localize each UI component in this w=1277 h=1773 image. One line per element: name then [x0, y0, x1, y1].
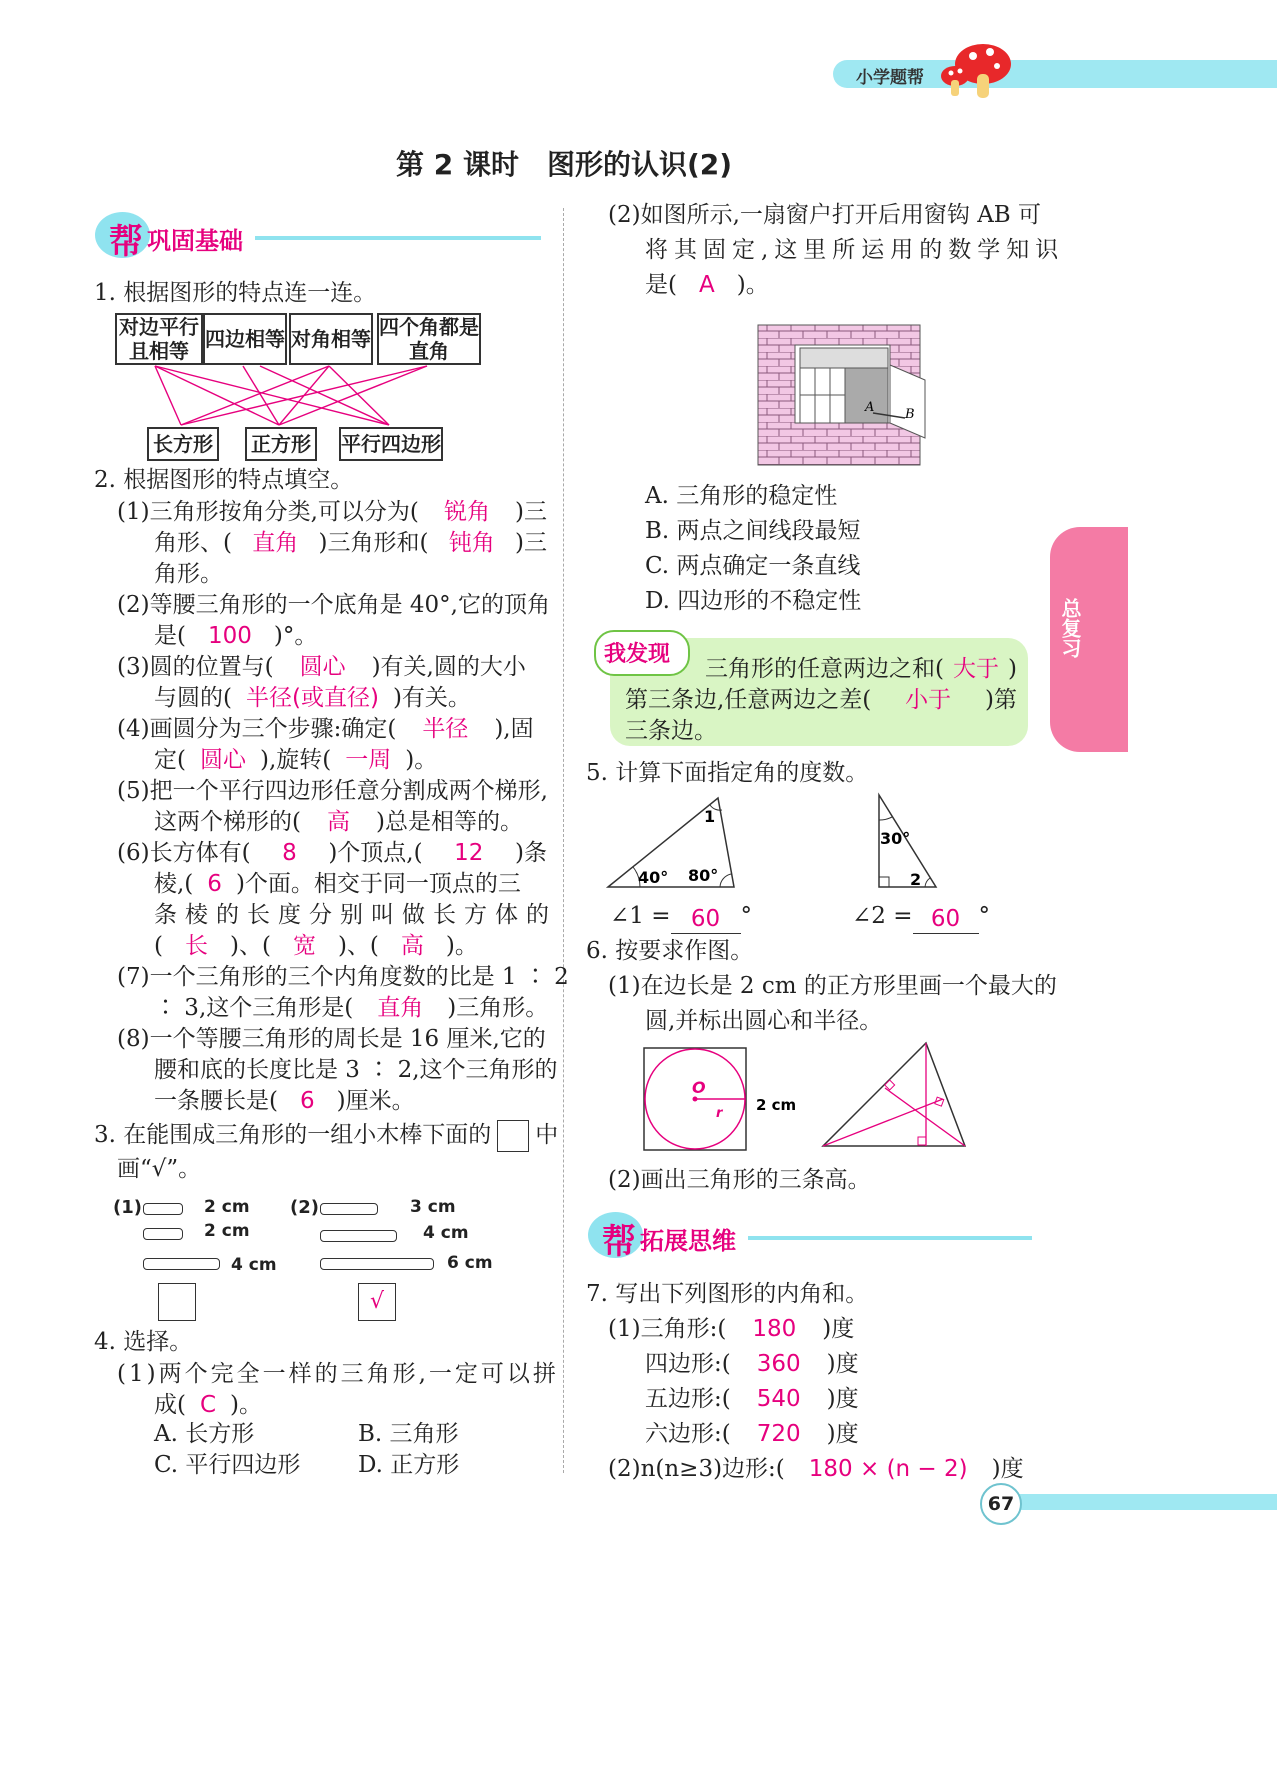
q7-row-4-answer: 720 — [756, 1421, 801, 1447]
q4-p2-text-d: )。 — [736, 272, 769, 298]
q4-p1-text-c: )。 — [230, 1392, 263, 1418]
window-label-a: A — [865, 400, 875, 415]
discovery-badge-label: 我发现 — [604, 642, 671, 667]
q2-p1-answer-2: 直角 — [252, 530, 299, 556]
q2-p6-line3: 条棱的长度分别叫做长方体的 — [154, 902, 557, 928]
q3-stem-text-b: 中 — [535, 1122, 559, 1148]
q3-g2-stick-3 — [320, 1258, 434, 1270]
q6-stem: 6. 按要求作图。 — [586, 938, 754, 964]
q4-p1-option-c: C. 平行四边形 — [154, 1452, 301, 1478]
q6-side-label: 2 cm — [756, 1096, 797, 1114]
q7-row-1-label: (1)三角形:( — [608, 1316, 727, 1342]
q2-p2-text-b: 是( — [154, 623, 186, 649]
column-divider — [563, 208, 564, 1473]
q2-p6-text-c: )条 — [515, 840, 547, 866]
q5-answer-2-label: ∠2 = — [852, 903, 913, 929]
q3-g1-stick-1 — [143, 1203, 183, 1215]
q4-p2-answer: A — [698, 272, 715, 298]
q2-p8-line2: 腰和底的长度比是 3 ∶ 2,这个三角形的 — [154, 1057, 558, 1083]
q3-g2-stick-2 — [320, 1230, 397, 1242]
footer-bar — [1000, 1494, 1277, 1510]
discovery-answer-1: 大于 — [953, 656, 999, 682]
q5-answer-1-label: ∠1 = — [610, 903, 671, 929]
q2-p6-text-e: )个面。相交于同一顶点的三 — [235, 871, 521, 897]
section-title-basic: 巩固基础 — [147, 227, 243, 255]
section-badge: 帮 — [109, 222, 143, 262]
q6-p1-line2: 圆,并标出圆心和半径。 — [645, 1008, 883, 1034]
q6-center-label: O — [692, 1078, 706, 1097]
q2-p4-text-e: )。 — [405, 747, 438, 773]
q2-p8-text-c: 一条腰长是( — [154, 1088, 278, 1114]
q2-p1-line3: 角形。 — [154, 561, 223, 587]
q3-g1-stick-3 — [143, 1258, 220, 1270]
page-title: 第 2 课时 图形的认识(2) — [395, 148, 733, 181]
q2-p6-text-i: )、( — [337, 933, 379, 959]
q3-g2-stick-3-label: 6 cm — [447, 1253, 493, 1273]
q7-p2-answer: 180 × (n − 2) — [808, 1456, 968, 1482]
q3-stem-line2: 画“√”。 — [117, 1156, 202, 1182]
q2-p5-line2 — [154, 805, 523, 840]
window-label-b: B — [905, 407, 915, 422]
q2-p6-text-a: (6)长方体有( — [117, 840, 251, 866]
q1-stem: 1. 根据图形的特点连一连。 — [94, 280, 377, 306]
q4-p1-option-a: A. 长方形 — [154, 1421, 255, 1447]
q3-g2-stick-1-label: 3 cm — [410, 1197, 456, 1217]
q3-g1-stick-3-label: 4 cm — [231, 1255, 277, 1275]
q4-p2-option-b: B. 两点之间线段最短 — [645, 518, 861, 544]
q6-p2: (2)画出三角形的三条高。 — [608, 1167, 871, 1193]
discovery-line3: 三条边。 — [625, 718, 717, 744]
q5-answer-2-unit: ° — [978, 903, 990, 929]
q2-p2-answer: 100 — [207, 623, 252, 649]
discovery-text-b: ) — [1008, 656, 1017, 682]
q7-stem: 7. 写出下列图形的内角和。 — [586, 1281, 869, 1307]
q2-p5-text-b: 这两个梯形的( — [154, 809, 301, 835]
q7-p2-label: (2)n(n≥3)边形:( — [608, 1456, 785, 1482]
q1-connection-lines — [0, 0, 560, 470]
q2-p4-answer-2: 圆心 — [199, 747, 246, 773]
section-banner-extend — [588, 1210, 1038, 1260]
discovery-text-a: 三角形的任意两边之和( — [705, 656, 944, 682]
q4-p2-option-c: C. 两点确定一条直线 — [645, 553, 861, 579]
q2-p3-text-c: 与圆的( — [154, 685, 232, 711]
q7-row-3-answer: 540 — [756, 1386, 801, 1412]
q2-p3-answer-2: 半径(或直径) — [245, 685, 379, 711]
q7-row-3 — [645, 1382, 859, 1417]
q5-t1-angle-b: 80° — [688, 866, 719, 885]
mushroom-icon — [935, 40, 1015, 100]
q2-p1-text-c: 角形、( — [154, 530, 232, 556]
q2-p3-answer-1: 圆心 — [299, 654, 346, 680]
q2-p1-text-d: )三角形和( — [318, 530, 429, 556]
discovery-text-c: 第三条边,任意两边之差( — [625, 687, 872, 713]
q1-box-top-3: 对角相等 — [289, 313, 373, 365]
q2-p8-text-d: )厘米。 — [336, 1088, 415, 1114]
q5-answer-2-row — [852, 899, 990, 934]
q5-answer-1-unit: ° — [740, 903, 752, 929]
q1-box-top-2: 四边相等 — [203, 313, 287, 365]
q2-p1-text-a: (1)三角形按角分类,可以分为( — [117, 499, 419, 525]
q2-p6-answer-3: 6 — [207, 871, 222, 897]
q2-p1-line1 — [117, 495, 547, 530]
q2-p6-answer-5: 宽 — [292, 933, 316, 959]
brand-label: 小学题帮 — [856, 68, 924, 88]
q4-p2-option-a: A. 三角形的稳定性 — [645, 483, 838, 509]
section-badge-2: 帮 — [602, 1222, 636, 1262]
q5-t1-angle-a: 40° — [638, 868, 669, 887]
q2-stem: 2. 根据图形的特点填空。 — [94, 467, 354, 493]
q7-p2-unit: )度 — [991, 1456, 1024, 1482]
q2-p7-line2 — [154, 991, 548, 1026]
q5-t1-angle-1: 1 — [704, 807, 716, 826]
discovery-line2 — [625, 683, 1017, 718]
q4-p2-line2: 将其固定,这里所运用的数学知识 — [645, 237, 1065, 263]
q7-row-2-answer: 360 — [756, 1351, 801, 1377]
q5-triangle-1 — [600, 790, 750, 895]
q2-p6-line2 — [154, 867, 521, 902]
q4-p2-option-d: D. 四边形的不稳定性 — [645, 588, 862, 614]
q7-row-2 — [645, 1347, 859, 1382]
q2-p2-text-c: )°。 — [273, 623, 318, 649]
q2-p1-answer-3: 钝角 — [448, 530, 495, 556]
q4-p2-line1: (2)如图所示,一扇窗户打开后用窗钩 AB 可 — [608, 202, 1042, 228]
q2-p8-line3 — [154, 1084, 415, 1119]
q2-p6-text-b: )个顶点,( — [328, 840, 423, 866]
q4-p2-line3 — [645, 268, 769, 303]
q2-p4-text-b: ),固 — [494, 716, 534, 742]
q4-p1-line1: (1)两个完全一样的三角形,一定可以拼 — [117, 1361, 559, 1387]
q7-p2 — [608, 1452, 1024, 1487]
q6-p1-line1: (1)在边长是 2 cm 的正方形里画一个最大的 — [608, 973, 1057, 999]
q2-p3-text-b: )有关,圆的大小 — [371, 654, 526, 680]
q3-g1-stick-2 — [143, 1228, 183, 1240]
side-tab-label: 总复习 — [1058, 598, 1082, 658]
q5-stem: 5. 计算下面指定角的度数。 — [586, 760, 869, 786]
q1-box-top-4: 四个角都是直角 — [379, 315, 479, 363]
q1-box-top-1: 对边平行且相等 — [115, 313, 203, 365]
q2-p6-text-j: )。 — [445, 933, 478, 959]
q2-p6-answer-2: 12 — [454, 840, 484, 866]
q7-row-4-unit: )度 — [826, 1421, 859, 1447]
q5-t2-angle-2: 2 — [910, 870, 922, 889]
q2-p4-text-d: ),旋转( — [259, 747, 332, 773]
q2-p6-text-g: ( — [154, 933, 163, 959]
q2-p4-text-a: (4)画圆分为三个步骤:确定( — [117, 716, 397, 742]
q2-p7-answer: 直角 — [377, 995, 424, 1021]
discovery-text-d: )第 — [985, 687, 1017, 713]
window-illustration — [755, 310, 935, 470]
q2-p2-line2 — [154, 619, 317, 654]
q2-p7-line1: (7)一个三角形的三个内角度数的比是 1 ∶ 2 — [117, 964, 569, 990]
q1-box-bottom-2: 正方形 — [245, 427, 317, 461]
q2-p4-answer-1: 半径 — [422, 716, 469, 742]
section-title-extend: 拓展思维 — [640, 1227, 736, 1255]
page-number: 67 — [980, 1483, 1022, 1525]
q3-group1-label: (1) — [113, 1197, 142, 1218]
q7-row-1-unit: )度 — [822, 1316, 855, 1342]
q2-p3-text-a: (3)圆的位置与( — [117, 654, 274, 680]
q2-p2-line1: (2)等腰三角形的一个底角是 40°,它的顶角 — [117, 592, 550, 618]
q2-p6-line4 — [154, 929, 478, 964]
q2-p6-answer-1: 8 — [282, 840, 297, 866]
q3-g2-stick-2-label: 4 cm — [423, 1223, 469, 1243]
q3-g2-mark: √ — [369, 1289, 385, 1314]
q2-p1-text-b: )三 — [515, 499, 547, 525]
q5-triangle-2 — [870, 790, 950, 895]
q2-p6-line1 — [117, 836, 547, 871]
q2-p6-text-h: )、( — [229, 933, 271, 959]
q2-p5-line1: (5)把一个平行四边形任意分割成两个梯形, — [117, 778, 548, 804]
q7-row-1-answer: 180 — [752, 1316, 797, 1342]
q2-p1-line2 — [154, 526, 547, 561]
q3-group2-label: (2) — [290, 1197, 319, 1218]
q5-t2-angle-a: 30° — [880, 829, 911, 848]
q2-p8-answer: 6 — [299, 1088, 315, 1114]
discovery-line1 — [705, 652, 1017, 687]
q4-stem: 4. 选择。 — [94, 1329, 193, 1355]
q7-row-4 — [645, 1417, 859, 1452]
discovery-answer-2: 小于 — [905, 687, 952, 713]
q3-g1-checkbox[interactable] — [158, 1283, 196, 1321]
q5-answer-2: 60 — [913, 905, 979, 934]
q1-box-bottom-3: 平行四边形 — [339, 427, 443, 461]
q3-g2-checkbox[interactable] — [358, 1283, 396, 1321]
q2-p4-answer-3: 一周 — [345, 747, 392, 773]
q3-stem-text-a: 3. 在能围成三角形的一组小木棒下面的 — [94, 1122, 492, 1148]
q4-p1-text-b: 成( — [154, 1392, 186, 1418]
q6-triangle-heights — [818, 1038, 973, 1153]
q2-p7-text-b: ∶ 3,这个三角形是( — [154, 995, 354, 1021]
q2-p6-answer-6: 高 — [400, 933, 424, 959]
q2-p6-text-d: 棱,( — [154, 871, 194, 897]
q3-g1-stick-2-label: 2 cm — [204, 1221, 250, 1241]
q2-p3-text-d: )有关。 — [392, 685, 471, 711]
q2-p4-line2 — [154, 743, 437, 778]
q5-answer-1: 60 — [671, 905, 741, 934]
q7-row-3-unit: )度 — [826, 1386, 859, 1412]
q1-box-bottom-1: 长方形 — [147, 427, 219, 461]
q2-p3-line1 — [117, 650, 526, 685]
q2-p6-answer-4: 长 — [184, 933, 208, 959]
q3-inline-box — [497, 1120, 529, 1152]
q7-row-2-unit: )度 — [826, 1351, 859, 1377]
q4-p2-text-c: 是( — [645, 272, 677, 298]
q4-p1-option-b: B. 三角形 — [358, 1421, 459, 1447]
q2-p1-answer-1: 锐角 — [443, 499, 490, 525]
q6-radius-label: r — [716, 1106, 723, 1121]
q2-p7-text-c: )三角形。 — [447, 995, 549, 1021]
q2-p1-text-e: )三 — [515, 530, 547, 556]
q5-answer-1-row — [610, 899, 752, 934]
q7-row-1 — [608, 1312, 854, 1347]
q2-p4-text-c: 定( — [154, 747, 186, 773]
q3-g1-stick-1-label: 2 cm — [204, 1197, 250, 1217]
q2-p5-text-c: )总是相等的。 — [375, 809, 523, 835]
q3-g2-stick-1 — [320, 1203, 378, 1215]
q6-square-circle — [640, 1045, 810, 1155]
q4-p1-answer: C — [199, 1392, 217, 1418]
q2-p8-line1: (8)一个等腰三角形的周长是 16 厘米,它的 — [117, 1026, 546, 1052]
q7-row-4-label: 六边形:( — [645, 1421, 731, 1447]
q7-row-2-label: 四边形:( — [645, 1351, 731, 1377]
q3-stem-line1 — [94, 1118, 558, 1153]
q2-p5-answer: 高 — [326, 809, 350, 835]
q7-row-3-label: 五边形:( — [645, 1386, 731, 1412]
q2-p3-line2 — [154, 681, 471, 716]
q2-p4-line1 — [117, 712, 534, 747]
q4-p1-option-d: D. 正方形 — [358, 1452, 460, 1478]
